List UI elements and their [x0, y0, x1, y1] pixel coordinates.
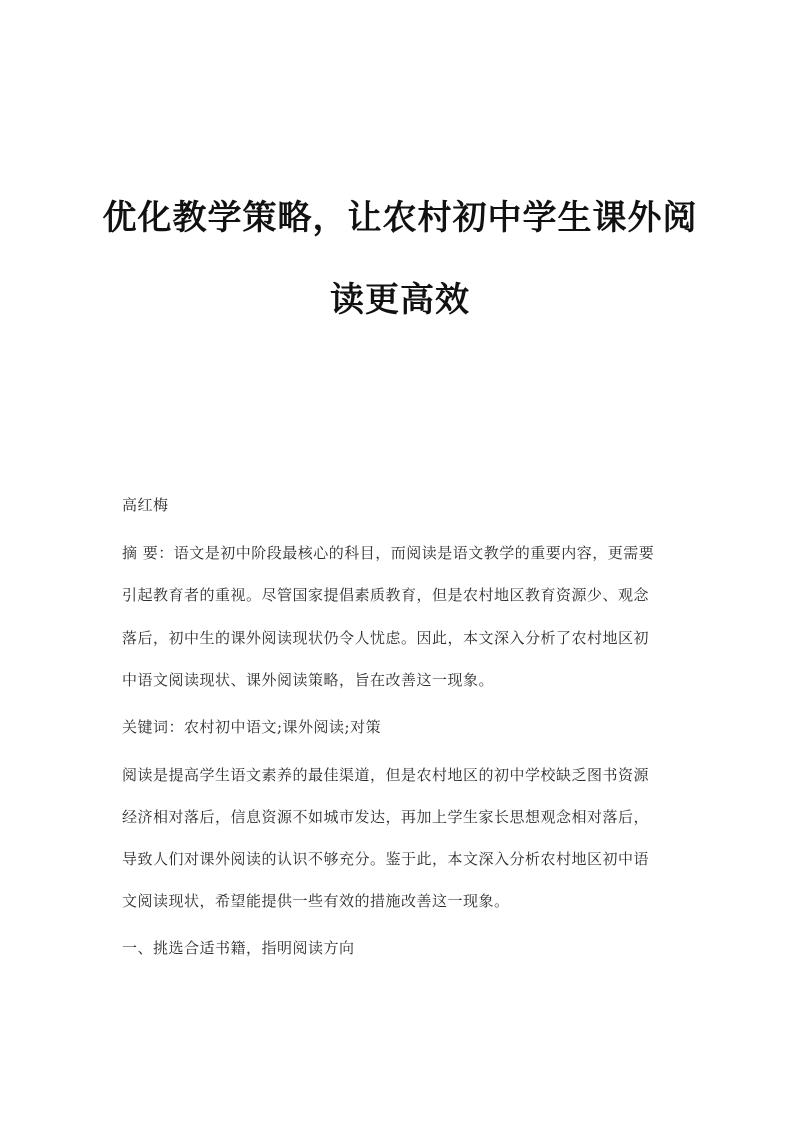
- intro-paragraph-line: 阅读是提高学生语文素养的最佳渠道，但是农村地区的初中学校缺乏图书资源: [122, 766, 650, 784]
- author-name: 高红梅: [122, 496, 169, 514]
- intro-paragraph-line: 文阅读现状，希望能提供一些有效的措施改善这一现象。: [122, 892, 510, 910]
- abstract-line: 引起教育者的重视。尽管国家提倡素质教育，但是农村地区教育资源少、观念: [122, 586, 650, 604]
- abstract-line: 落后，初中生的课外阅读现状仍令人忧虑。因此，本文深入分析了农村地区初: [122, 629, 650, 647]
- intro-paragraph-line: 导致人们对课外阅读的认识不够充分。鉴于此，本文深入分析农村地区初中语: [122, 850, 650, 868]
- keywords: 关键词：农村初中语文;课外阅读;对策: [122, 718, 382, 736]
- abstract-line: 摘 要：语文是初中阶段最核心的科目，而阅读是语文教学的重要内容，更需要: [122, 544, 655, 562]
- title-line-2: 读更高效: [330, 280, 470, 320]
- abstract-line: 中语文阅读现状、课外阅读策略，旨在改善这一现象。: [122, 671, 495, 689]
- intro-paragraph-line: 经济相对落后，信息资源不如城市发达，再加上学生家长思想观念相对落后，: [122, 808, 650, 826]
- section-heading: 一、挑选合适书籍，指明阅读方向: [122, 939, 355, 957]
- title-line-1: 优化教学策略，让农村初中学生课外阅: [102, 198, 698, 238]
